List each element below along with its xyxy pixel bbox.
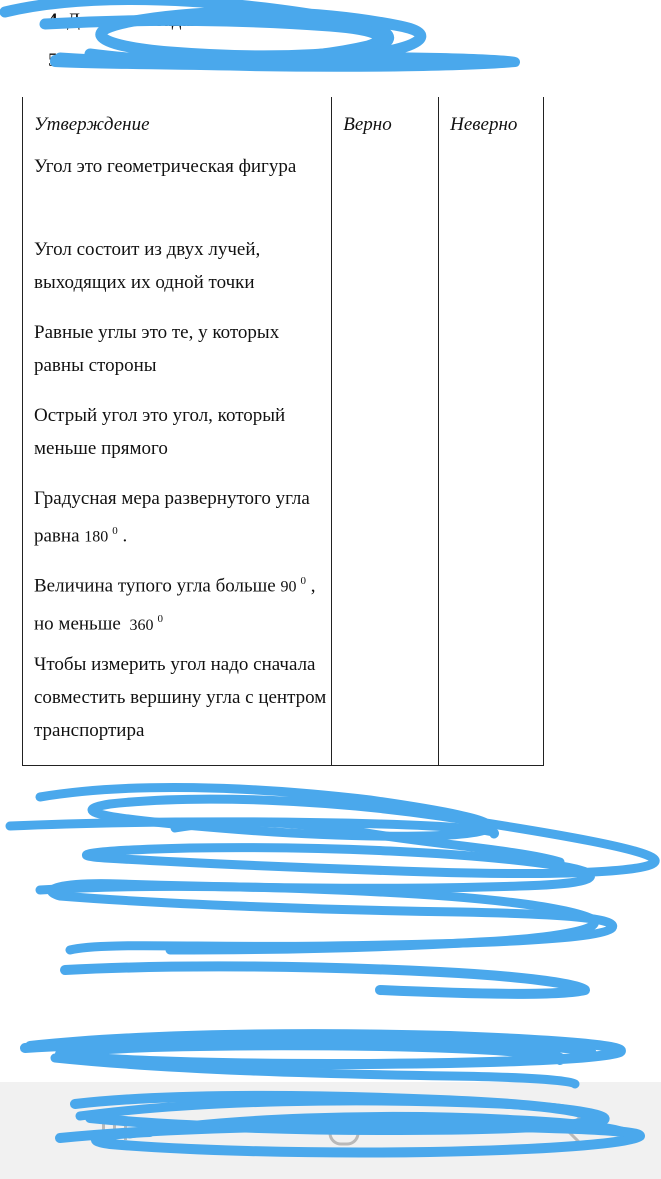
true-cell[interactable] — [332, 482, 439, 565]
table-header-row — [23, 97, 544, 150]
false-cell[interactable] — [439, 482, 544, 565]
table-row — [23, 648, 544, 766]
false-cell[interactable] — [439, 316, 544, 399]
true-cell[interactable] — [332, 150, 439, 233]
back-icon[interactable] — [552, 1108, 596, 1152]
scribble-stroke — [25, 1041, 592, 1054]
task-4-heading — [48, 10, 280, 32]
statement-cell: Угол это геометрическая фигура — [23, 150, 332, 233]
statement-middle: , но меньше — [34, 575, 316, 635]
degree-value: 180 — [84, 528, 109, 546]
false-cell[interactable] — [439, 150, 544, 233]
statement-tail: . — [117, 525, 128, 547]
task-5-text: Заполните таблицу в тетради — [67, 50, 303, 71]
header-statement: Утверждение — [23, 97, 332, 150]
false-cell[interactable] — [439, 399, 544, 482]
true-cell[interactable] — [332, 233, 439, 316]
statement-text: Градусная мера развернутого угла равна — [34, 488, 310, 547]
statement-text: Величина тупого угла больше — [34, 575, 281, 597]
statement-cell — [23, 482, 332, 565]
false-cell[interactable] — [439, 565, 544, 648]
scribble-stroke — [40, 886, 594, 950]
true-cell[interactable] — [332, 399, 439, 482]
table-row — [23, 150, 544, 233]
true-cell[interactable] — [332, 316, 439, 399]
degree-value: 360 — [129, 616, 154, 634]
statement-cell: Равные углы это те, у которых равны стороны — [23, 316, 332, 399]
header-false: Неверно — [439, 97, 544, 150]
statements-table — [22, 97, 544, 766]
scribble-stroke — [65, 966, 585, 993]
scribble-stroke — [55, 1058, 575, 1084]
android-nav-bar — [0, 1082, 661, 1179]
statement-cell: Чтобы измерить угол надо сначала совместить вершину угла с центром транспортира — [23, 648, 332, 766]
false-cell[interactable] — [439, 648, 544, 766]
recent-apps-icon[interactable] — [93, 1108, 137, 1152]
statement-cell: Угол состоит из двух лучей, выходящих их одной точки — [23, 233, 332, 316]
table-row — [23, 316, 544, 399]
home-icon[interactable] — [322, 1108, 366, 1152]
table-row — [23, 233, 544, 316]
scribble-stroke — [10, 822, 494, 834]
false-cell[interactable] — [439, 233, 544, 316]
table-row — [23, 399, 544, 482]
statement-cell — [23, 565, 332, 648]
scribble-stroke — [40, 787, 655, 950]
scribble-stroke — [30, 1034, 621, 1064]
true-cell[interactable] — [332, 565, 439, 648]
statement-cell: Острый угол это угол, который меньше прямого — [23, 399, 332, 482]
scribble-stroke — [175, 822, 560, 862]
degree-sign: 0 — [112, 525, 118, 537]
true-cell[interactable] — [332, 648, 439, 766]
table-row — [23, 565, 544, 648]
task-4-text: Домашнее задание №1219 — [67, 10, 280, 31]
task-4-number: 4. — [48, 10, 63, 31]
header-true: Верно — [332, 97, 439, 150]
degree-sign: 0 — [300, 575, 306, 587]
degree-value: 90 — [280, 578, 297, 596]
task-5-heading — [48, 50, 302, 72]
table-row — [23, 482, 544, 565]
degree-sign: 0 — [157, 613, 164, 626]
task-5-number: 5. — [48, 50, 63, 71]
